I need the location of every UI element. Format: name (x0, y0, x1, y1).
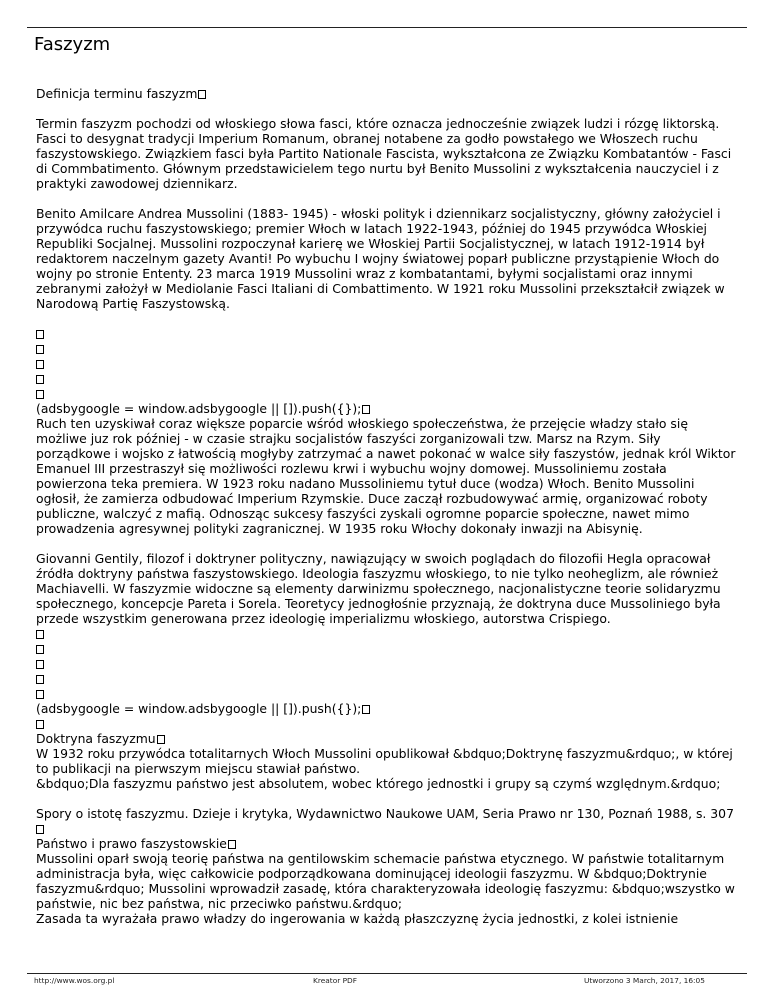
header-divider (27, 27, 747, 28)
missing-glyph-icon (36, 825, 44, 834)
paragraph-gentile: Giovanni Gentily, filozof i doktryner polityczny, nawiązujący w swoich poglądach do filozofii Hegla opracował źródła doktryny państwa faszystowskiego. Ideologia faszyzmu włoskiego, to nie tylko neoheglizm, ale również Machiavelli. W faszyzmie widoczne są elementy darwinizmu społecznego, nacjonalistyczne teorie solidaryzmu społecznego, koncepcje Pareta i Sorela. Teoretycy jednogłośnie przyznają, że doktryna duce Mussoliniego była przede wszystkim generowana przez ideologię imperializmu włoskiego, autorstwa Crispiego. (36, 551, 721, 626)
missing-glyph-icon (362, 705, 370, 714)
missing-glyph-icon (228, 840, 236, 849)
missing-glyph-icon (36, 720, 44, 729)
paragraph-march-on-rome: Ruch ten uzyskiwał coraz większe poparcie wśród włoskiego społeczeństwa, że przejęcie władzy stało się możliwe juz rok później - w czasie strajku socjalistów faszyści zorganizowali tzw. Marsz na Rzym. Siły porządkowe i wojsko z łatwością mogłyby zatrzymać a nawet pokonać w walce siły faszystów, jednak król Wiktor Emanuel III przestraszył się możliwości rozlewu krwi i wybuchu wojny domowej. Mussoliniemu została powierzona teka premiera. W 1923 roku nadano Mussoliniemu tytuł duce (wodza) Włoch. Benito Mussolini ogłosił, że zamierza odbudować Imperium Rzymskie. Duce zaczął rozbudowywać armię, organizować roboty publiczne, walczyć z mafią. Odnosząc sukcesy faszyści zyskali ogromne poparcie społeczne, nawet mimo prowadzenia agresywnej polityki zagranicznej. W 1935 roku Włochy dokonały inwazji na Abisynię. (36, 416, 736, 536)
missing-glyph-icon (36, 330, 44, 339)
ads-code-text: (adsbygoogle = window.adsbygoogle || []).push({}); (36, 401, 362, 416)
missing-glyph-icon (36, 630, 44, 639)
missing-glyph-icon (362, 405, 370, 414)
state-law-heading (36, 836, 736, 851)
citation: Spory o istotę faszyzmu. Dzieje i krytyka, Wydawnictwo Naukowe UAM, Seria Prawo nr 130, Poznań 1988, s. 307 (36, 806, 734, 821)
missing-glyph-icon (36, 390, 44, 399)
missing-glyph-icon (36, 645, 44, 654)
definition-heading (36, 86, 736, 101)
paragraph-doctrine: W 1932 roku przywódca totalitarnych Włoch Mussolini opublikował &bdquo;Doktrynę faszyzmu&rdquo;, w której to publikacji na pierwszym miejscu stawiał państwo. (36, 746, 733, 776)
paragraph-power-principle: Zasada ta wyrażała prawo władzy do ingerowania w każdą płaszczyznę życia jednostki, z kolei istnienie (36, 911, 679, 926)
missing-glyph-icon (36, 375, 44, 384)
footer-generator: Kreator PDF (313, 976, 358, 985)
missing-glyph-icon (198, 90, 206, 99)
ads-code-line-2 (36, 701, 736, 716)
paragraph-mussolini-bio: Benito Amilcare Andrea Mussolini (1883- 1945) - włoski polityk i dziennikarz socjalistyczny, główny założyciel i przywódca ruchu faszystowskiego; premier Włoch w latach 1922-1943, później do 1945 przywódca Włoskiej Republiki Socjalnej. Mussolini rozpoczynał karierę we Włoskiej Partii Socjalistycznej, w latach 1912-1914 był redaktorem naczelnym gazety Avanti! Po wybuchu I wojny światowej poparł publiczne przystąpienie Włoch do wojny po stronie Ententy. 23 marca 1919 Mussolini wraz z kombatantami, byłymi socjalistami oraz innymi zebranymi założył w Mediolanie Fasci Italiani di Combattimento. W 1921 roku Mussolini przekształcił związek w Narodową Partię Faszystowską. (36, 206, 725, 311)
footer-url: http://www.wos.org.pl (34, 976, 115, 985)
state-law-heading-text: Państwo i prawo faszystowskie (36, 836, 227, 851)
doctrine-heading (36, 731, 736, 746)
article-body (36, 86, 736, 926)
footer-created-date: Utworzono 3 March, 2017, 16:05 (584, 976, 705, 985)
missing-glyph-icon (36, 360, 44, 369)
doctrine-heading-text: Doktryna faszyzmu (36, 731, 156, 746)
placeholder-glyphs-2 (36, 626, 736, 701)
missing-glyph-icon (36, 660, 44, 669)
missing-glyph-icon (36, 675, 44, 684)
ads-code-text: (adsbygoogle = window.adsbygoogle || []).push({}); (36, 701, 362, 716)
footer-divider (27, 973, 747, 974)
ads-code-line-1 (36, 401, 736, 416)
quote-absolute-state: &bdquo;Dla faszyzmu państwo jest absolutem, wobec którego jednostki i grupy są czymś względnym.&rdquo; (36, 776, 721, 791)
paragraph-etymology: Termin faszyzm pochodzi od włoskiego słowa fasci, które oznacza jednocześnie związek ludzi i rózgę liktorską. Fasci to desygnat tradycji Imperium Romanum, obranej notabene za godło powstałego we Włoszech ruchu faszystowskiego. Związkiem fasci była Partito Nationale Fascista, wykształcona ze Związku Kombatantów - Fasci di Commbatimento. Głównym przedstawicielem tego nurtu był Benito Mussolini z wykształcenia nauczyciel i z praktyki zawodowej dziennikarz. (36, 116, 732, 191)
missing-glyph-icon (157, 735, 165, 744)
definition-heading-text: Definicja terminu faszyzm (36, 86, 198, 101)
paragraph-ethical-state: Mussolini oparł swoją teorię państwa na gentilowskim schemacie państwa etycznego. W państwie totalitarnym administracja była, więc całkowicie podporządkowana dominującej ideologii faszyzmu. W &bdquo;Doktrynie faszyzmu&rdquo; Mussolini wprowadził zasadę, która charakteryzowała ideologię faszyzmu: &bdquo;wszystko w państwie, nic bez państwa, nic przeciwko państwu.&rdquo; (36, 851, 735, 911)
missing-glyph-icon (36, 345, 44, 354)
page-title: Faszyzm (34, 34, 111, 55)
missing-glyph-icon (36, 690, 44, 699)
placeholder-glyphs-1 (36, 326, 736, 401)
